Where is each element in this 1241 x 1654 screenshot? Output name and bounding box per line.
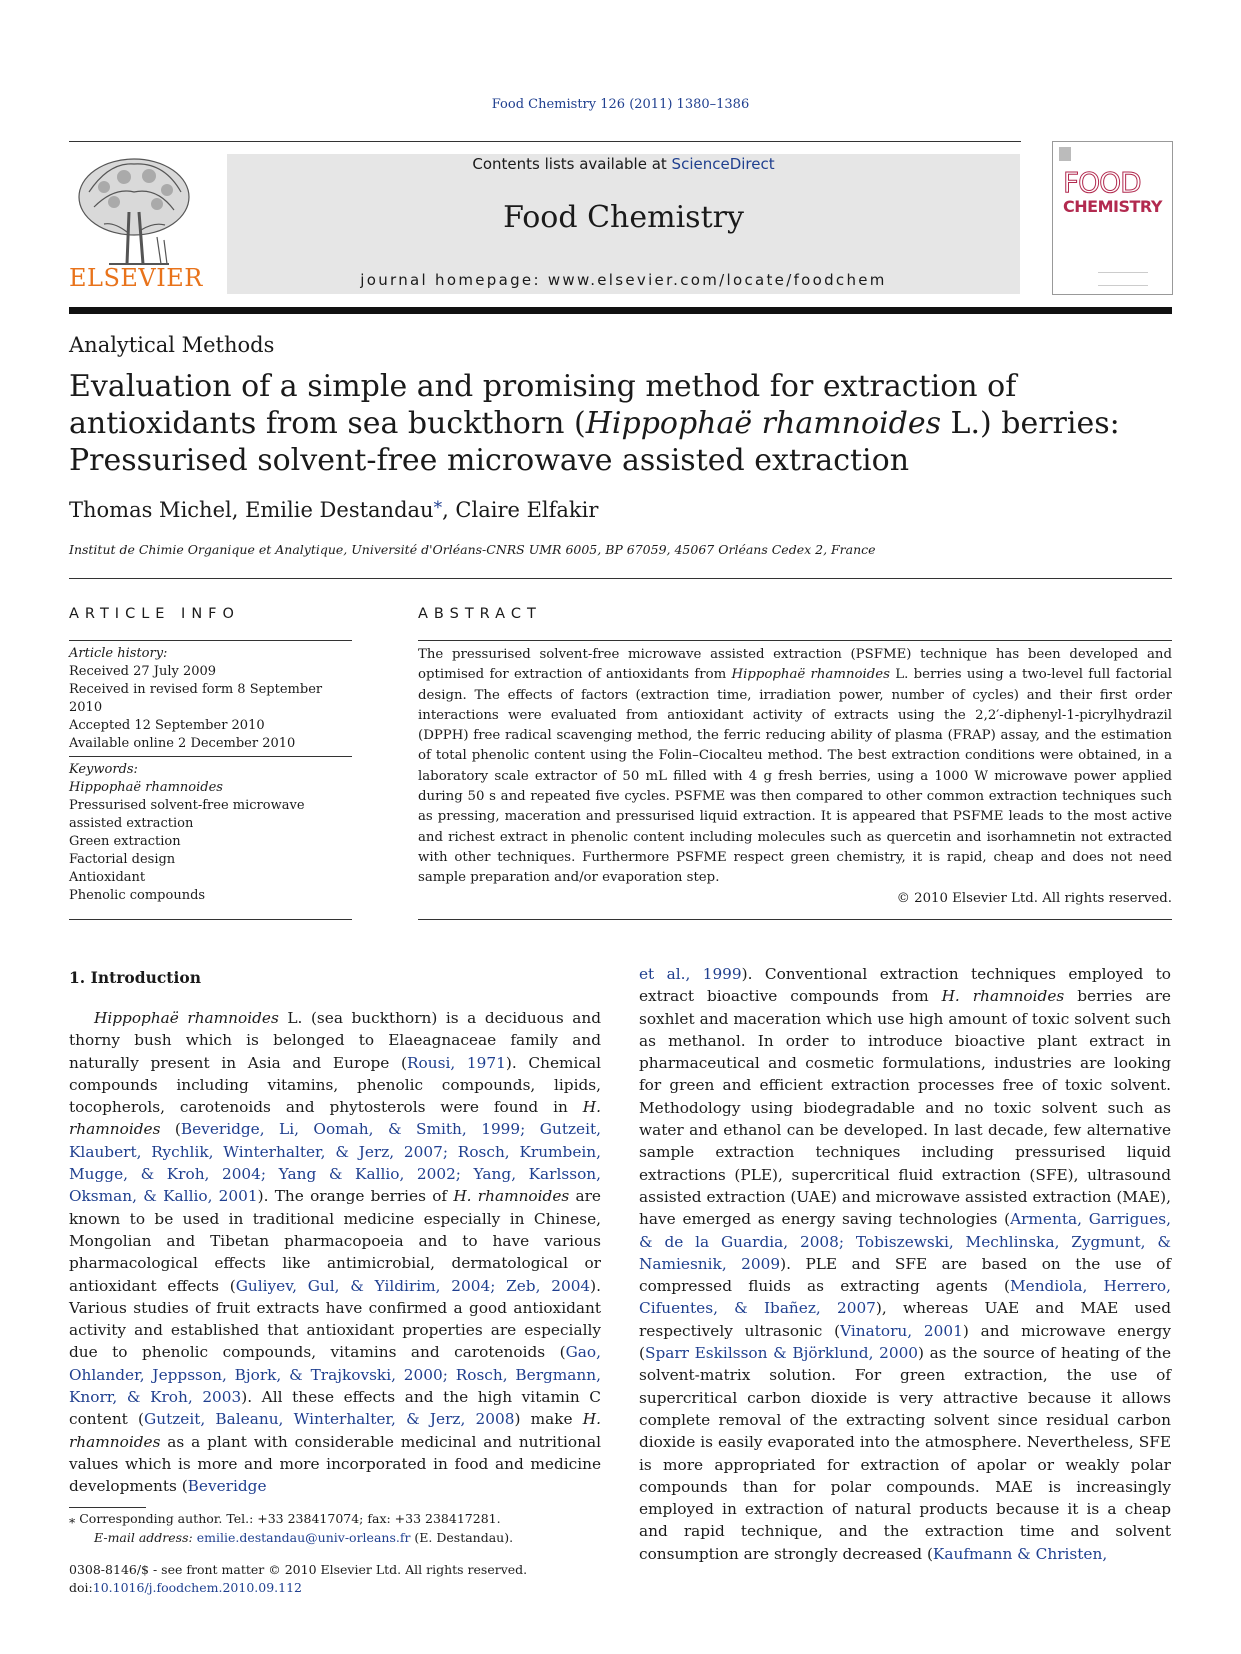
email-label: E-mail address: [94, 1530, 197, 1545]
citation-link[interactable]: Vinatoru, 2001 [840, 1321, 963, 1340]
body-text: ) and microwave energy ( [639, 1321, 1171, 1363]
affiliation: Institut de Chimie Organique et Analytique, Université d'Orléans-CNRS UMR 6005, BP 67059, 45067 Orléans Cedex 2, France [69, 542, 876, 557]
email-link[interactable]: emilie.destandau@univ-orleans.fr [196, 1530, 411, 1545]
body-column-right [639, 963, 1171, 1565]
body-text: ). Chemical compounds including vitamins, phenolic compounds, lipids, tocopherols, carotenoids and phytosterols were found in [69, 1053, 601, 1117]
journal-reference[interactable]: Food Chemistry 126 (2011) 1380–1386 [491, 97, 750, 112]
abstract-body [418, 645, 1172, 909]
article-info-heading: ARTICLE INFO [69, 606, 240, 622]
journal-name: Food Chemistry [503, 200, 744, 235]
keyword-item: Green extraction [69, 834, 181, 849]
footnote [69, 1509, 513, 1547]
citation-link[interactable]: Gutzeit, Baleanu, Winterhalter, & Jerz, 2008 [144, 1410, 515, 1429]
body-text: ) make [514, 1410, 583, 1429]
citation-link[interactable]: Gao, Ohlander, Jeppsson, Bjork, & Trajkovski, 2000; Rosch, Bergmann, Knorr, & Kroh, 2003 [69, 1343, 601, 1407]
author-3: , Claire Elfakir [442, 498, 599, 522]
body-text: ). PLE and SFE are based on the use of compressed fluids as extracting agents ( [639, 1254, 1171, 1296]
keyword-item: Phenolic compounds [69, 888, 206, 903]
footnote-mark: ⁎ [69, 1511, 76, 1526]
elsevier-wordmark: ELSEVIER [69, 264, 203, 292]
abstract-species: Hippophaë rhamnoides [731, 667, 890, 683]
species-name: Hippophaë rhamnoides [94, 1009, 279, 1027]
citation-link[interactable]: Kaufmann & Christen, [932, 1544, 1108, 1563]
elsevier-logo [69, 152, 203, 295]
citation-link[interactable]: Sparr Eskilsson & Björklund, 2000 [644, 1344, 919, 1363]
species-name: H. rhamnoides [453, 1187, 570, 1206]
corresponding-author-mark[interactable]: * [433, 498, 443, 518]
abstract-heading: ABSTRACT [418, 606, 542, 622]
contents-line [227, 154, 1020, 174]
abstract-text-1: The pressurised solvent-free microwave assisted extraction (PSFME) technique has been developed and optimised for extraction of antioxidants from [418, 647, 1172, 683]
history-item: Accepted 12 September 2010 [69, 718, 265, 733]
history-item: Available online 2 December 2010 [69, 736, 296, 751]
citation-link[interactable]: Rousi, 1971 [407, 1053, 506, 1072]
body-text: ), whereas UAE and MAE used respectively ultrasonic ( [639, 1299, 1172, 1340]
body-text: ) as the source of heating of the solvent-matrix solution. For green extraction, the use of supercritical carbon dioxide is very attractive because it allows complete removal of the extracting solvent since residual carbon dioxide is easily evaporated into the atmosphere. Nevertheless, SFE is more appropriated for extraction of apolar or weakly polar compounds than for polar compounds. MAE is increasingly employed in extraction of natural products because it is a cheap and rapid technique, and the extraction time and solvent consumption are strongly decreased ( [639, 1344, 1171, 1563]
divider [418, 640, 1172, 641]
body-column-left [69, 1007, 601, 1498]
author-list [69, 498, 598, 522]
citation-link[interactable]: Mendiola, Herrero, Cifuentes, & Ibañez, 2007 [639, 1277, 1172, 1318]
section-heading-introduction: 1. Introduction [69, 968, 201, 987]
page-footer [69, 1561, 527, 1597]
body-text: L. (sea buckthorn) is a deciduous and thorny bush which is belonged to Elaeagnaceae family and naturally present in Asia and Europe ( [69, 1009, 601, 1072]
history-item: Received in revised form 8 September 2010 [69, 682, 323, 715]
cover-title-line1: FOOD [1063, 166, 1141, 199]
abstract-paragraph [418, 645, 1172, 889]
species-name: H. rhamnoides [941, 987, 1065, 1006]
body-text: ). Conventional extraction techniques employed to extract bioactive compounds from [639, 965, 1172, 1006]
history-item: Received 27 July 2009 [69, 664, 217, 679]
journal-banner [227, 154, 1020, 294]
title-species: Hippophaë rhamnoides [585, 406, 942, 441]
article-history [69, 645, 359, 753]
doi-link[interactable]: 10.1016/j.foodchem.2010.09.112 [92, 1580, 302, 1595]
doi-line [69, 1579, 527, 1597]
history-label: Article history: [69, 646, 168, 661]
article-title [69, 368, 1179, 479]
journal-homepage[interactable]: journal homepage: www.elsevier.com/locate/foodchem [360, 271, 887, 289]
cover-title [1063, 168, 1162, 216]
footnote-rule [69, 1507, 146, 1508]
keyword-item: Hippophaë rhamnoides [69, 780, 223, 795]
body-text: ( [160, 1120, 181, 1139]
body-text: ). The orange berries of [257, 1187, 454, 1206]
section-label: Analytical Methods [69, 333, 275, 357]
author-2: Emilie Destandau [245, 498, 434, 522]
body-text: as a plant with considerable medicinal and nutritional values which is more and more incorporated in food and medicine developments ( [69, 1432, 601, 1496]
email-suffix: (E. Destandau). [410, 1530, 514, 1545]
cover-title-line2: CHEMISTRY [1063, 197, 1162, 216]
author-1: Thomas Michel, [69, 498, 246, 522]
citation-link[interactable]: Beveridge, Li, Oomah, & Smith, 1999; Gutzeit, Klaubert, Rychlik, Winterhalter, & Jerz, 2007; Rosch, Krumbein, Mugge, & Kroh, 2004; Yang & Kallio, 2002; Yang, Karlsson, Oksman, & Kallio, 2001 [69, 1120, 601, 1206]
body-text: ). Various studies of fruit extracts have confirmed a good antioxidant activity and established that antioxidant properties are especially due to phenolic compounds, vitamins and carotenoids ( [69, 1276, 601, 1362]
citation-link[interactable]: Armenta, Garrigues, & de la Guardia, 2008; Tobiszewski, Mechlinska, Zygmunt, & Namiesnik, 2009 [639, 1210, 1172, 1273]
header-thick-rule [69, 307, 1172, 314]
body-text: berries are soxhlet and maceration which use high amount of toxic solvent such as methanol. In order to introduce bioactive plant extract in pharmaceutical and cosmetic formulations, industries are looking for green and efficient extraction processes free of toxic solvent. Methodology using biodegradable and no toxic solvent such as water and ethanol can be developed. In last decade, few alternative sample extraction techniques including pressurised liquid extractions (PLE), supercritical fluid extraction (SFE), ultrasound assisted extraction (UAE) and microwave assisted extraction (MAE), have emerged as energy saving technologies ( [639, 987, 1171, 1229]
body-text: ). All these effects and the high vitamin C content ( [69, 1388, 602, 1429]
sciencedirect-link[interactable]: ScienceDirect [671, 155, 775, 173]
citation-link[interactable]: Guliyev, Gul, & Yildirim, 2004; Zeb, 2004 [235, 1276, 591, 1295]
keywords-block [69, 761, 359, 905]
keyword-item: Factorial design [69, 852, 176, 867]
title-text-2: L.) berries: Pressurised solvent-free microwave assisted extraction [69, 406, 1120, 478]
contents-prefix: Contents lists available at [472, 155, 672, 173]
divider [69, 640, 352, 641]
species-name: H. rhamnoides [69, 1410, 601, 1451]
footnote-email-line [69, 1528, 513, 1547]
abstract-copyright: © 2010 Elsevier Ltd. All rights reserved. [896, 890, 1172, 906]
body-text: are known to be used in traditional medicine especially in Chinese, Mongolian and Tibetan pharmacopoeia and to have various pharmacological effects like antimicrobial, dermatological or antioxidant effects ( [69, 1187, 601, 1295]
footnote-line [69, 1509, 513, 1528]
keyword-item: Pressurised solvent-free microwave assisted extraction [69, 798, 305, 831]
journal-cover-thumbnail [1052, 141, 1173, 295]
divider [69, 578, 1172, 579]
keyword-item: Antioxidant [69, 870, 146, 885]
abstract-text-2: L. berries using a two-level full factorial design. The effects of factors (extraction time, irradiation power, number of cycles) and their first order interactions were evaluated from antioxidant activity of extracts using the 2,2′-diphenyl-1-picrylhydrazil (DPPH) free radical scavenging method, the ferric reducing ability of plasma (FRAP) assay, and the estimation of total phenolic content using the Folin–Ciocalteu method. The best extraction conditions were obtained, in a laboratory scale extractor of 50 mL filled with 4 g fresh berries, using a 1000 W microwave power applied during 50 s and repeated five cycles. PSFME was then compared to other common extraction techniques such as pressing, maceration and pressurised liquid extraction. It is appeared that PSFME leads to the most active and richest extract in phenolic content including molecules such as quercetin and isorhamnetin not extracted with other techniques. Furthermore PSFME respect green chemistry, it is rapid, cheap and does not need sample preparation and/or evaporation step. [418, 667, 1172, 886]
footnote-text: Corresponding author. Tel.: +33 238417074; fax: +33 238417281. [75, 1511, 501, 1526]
cover-small-logo [1059, 147, 1071, 161]
cover-footer-lines [1098, 272, 1148, 286]
citation-link[interactable]: et al., 1999 [639, 965, 742, 983]
header-divider [69, 141, 1021, 142]
doi-label: doi: [69, 1580, 93, 1595]
species-name: H. rhamnoides [69, 1098, 601, 1139]
keywords-label: Keywords: [69, 762, 138, 777]
front-matter-line: 0308-8146/$ - see front matter © 2010 Elsevier Ltd. All rights reserved. [69, 1562, 528, 1577]
title-text-1: Evaluation of a simple and promising method for extraction of antioxidants from sea buckthorn ( [69, 369, 1017, 441]
divider [418, 919, 1172, 920]
divider [69, 756, 352, 757]
divider [69, 919, 352, 920]
citation-link[interactable]: Beveridge [187, 1477, 267, 1496]
